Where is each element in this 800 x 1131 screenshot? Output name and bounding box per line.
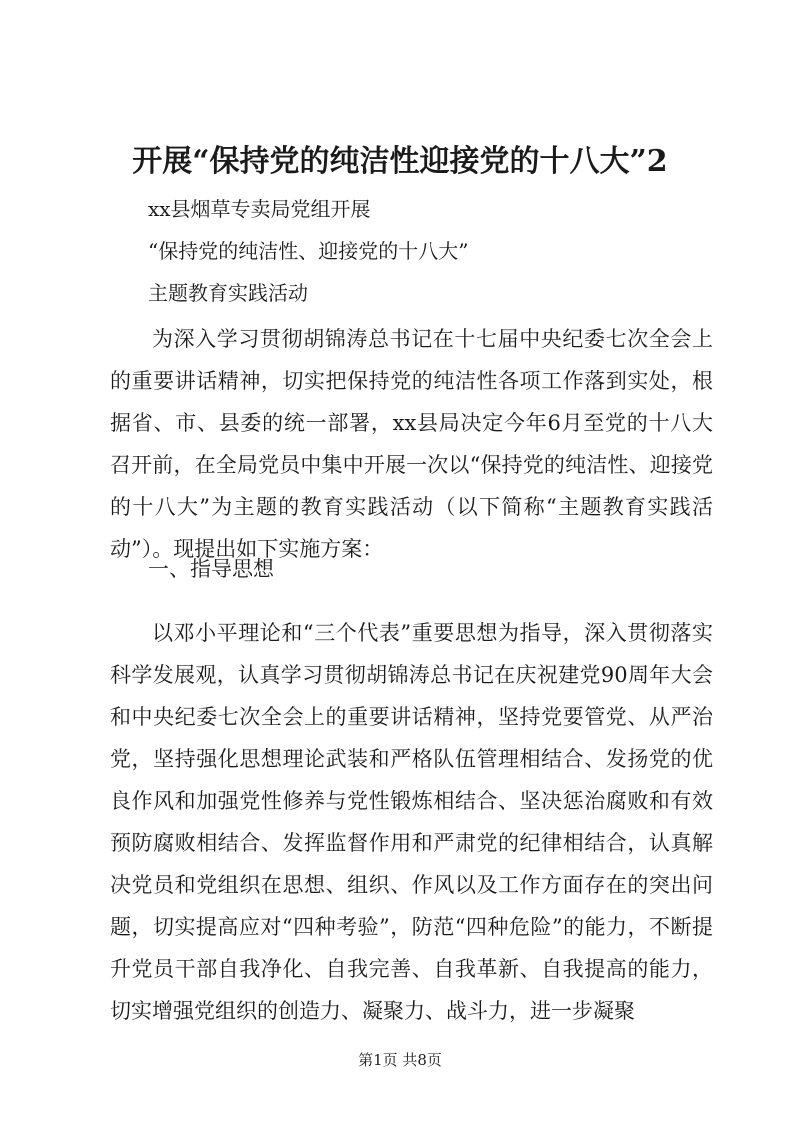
subtitle-line-2: “保持党的纯洁性、迎接党的十八大” [148, 239, 469, 263]
subtitle-line-3: 主题教育实践活动 [148, 281, 308, 305]
subtitle-line-1: xx县烟草专卖局党组开展 [148, 197, 371, 221]
intro-paragraph: 为深入学习贯彻胡锦涛总书记在十七届中央纪委七次全会上的重要讲话精神，切实把保持党的纯洁性各项工作落到实处，根据省、市、县委的统一部署，xx县局决定今年6月至党的十八大召开前，在全局党员中集中开展一次以“保持党的纯洁性、迎接党的十八大”为主题的教育实践活动（以下简称“主题教育实践活动”）。现提出如下实施方案： [110, 327, 713, 561]
document-title: 开展“保持党的纯洁性迎接党的十八大”2 [132, 144, 668, 179]
page-footer: 第1页 共8页 [358, 1051, 442, 1069]
section-heading-guiding-ideology: 一、指导思想 [148, 557, 274, 581]
guiding-ideology-paragraph: 以邓小平理论和“三个代表”重要思想为指导，深入贯彻落实科学发展观，认真学习贯彻胡锦涛总书记在庆祝建党90周年大会和中央纪委七次全会上的重要讲话精神，坚持党要管党、从严治党，坚持强化思想理论武装和严格队伍管理相结合、发扬党的优良作风和加强党性修养与党性锻炼相结合、坚决惩治腐败和有效预防腐败相结合、发挥监督作用和严肃党的纪律相结合，认真解决党员和党组织在思想、组织、作风以及工作方面存在的突出问题，切实提高应对“四种考验”，防范“四种危险”的能力，不断提升党员干部自我净化、自我完善、自我革新、自我提高的能力，切实增强党组织的创造力、凝聚力、战斗力，进一步凝聚 [110, 621, 713, 1023]
